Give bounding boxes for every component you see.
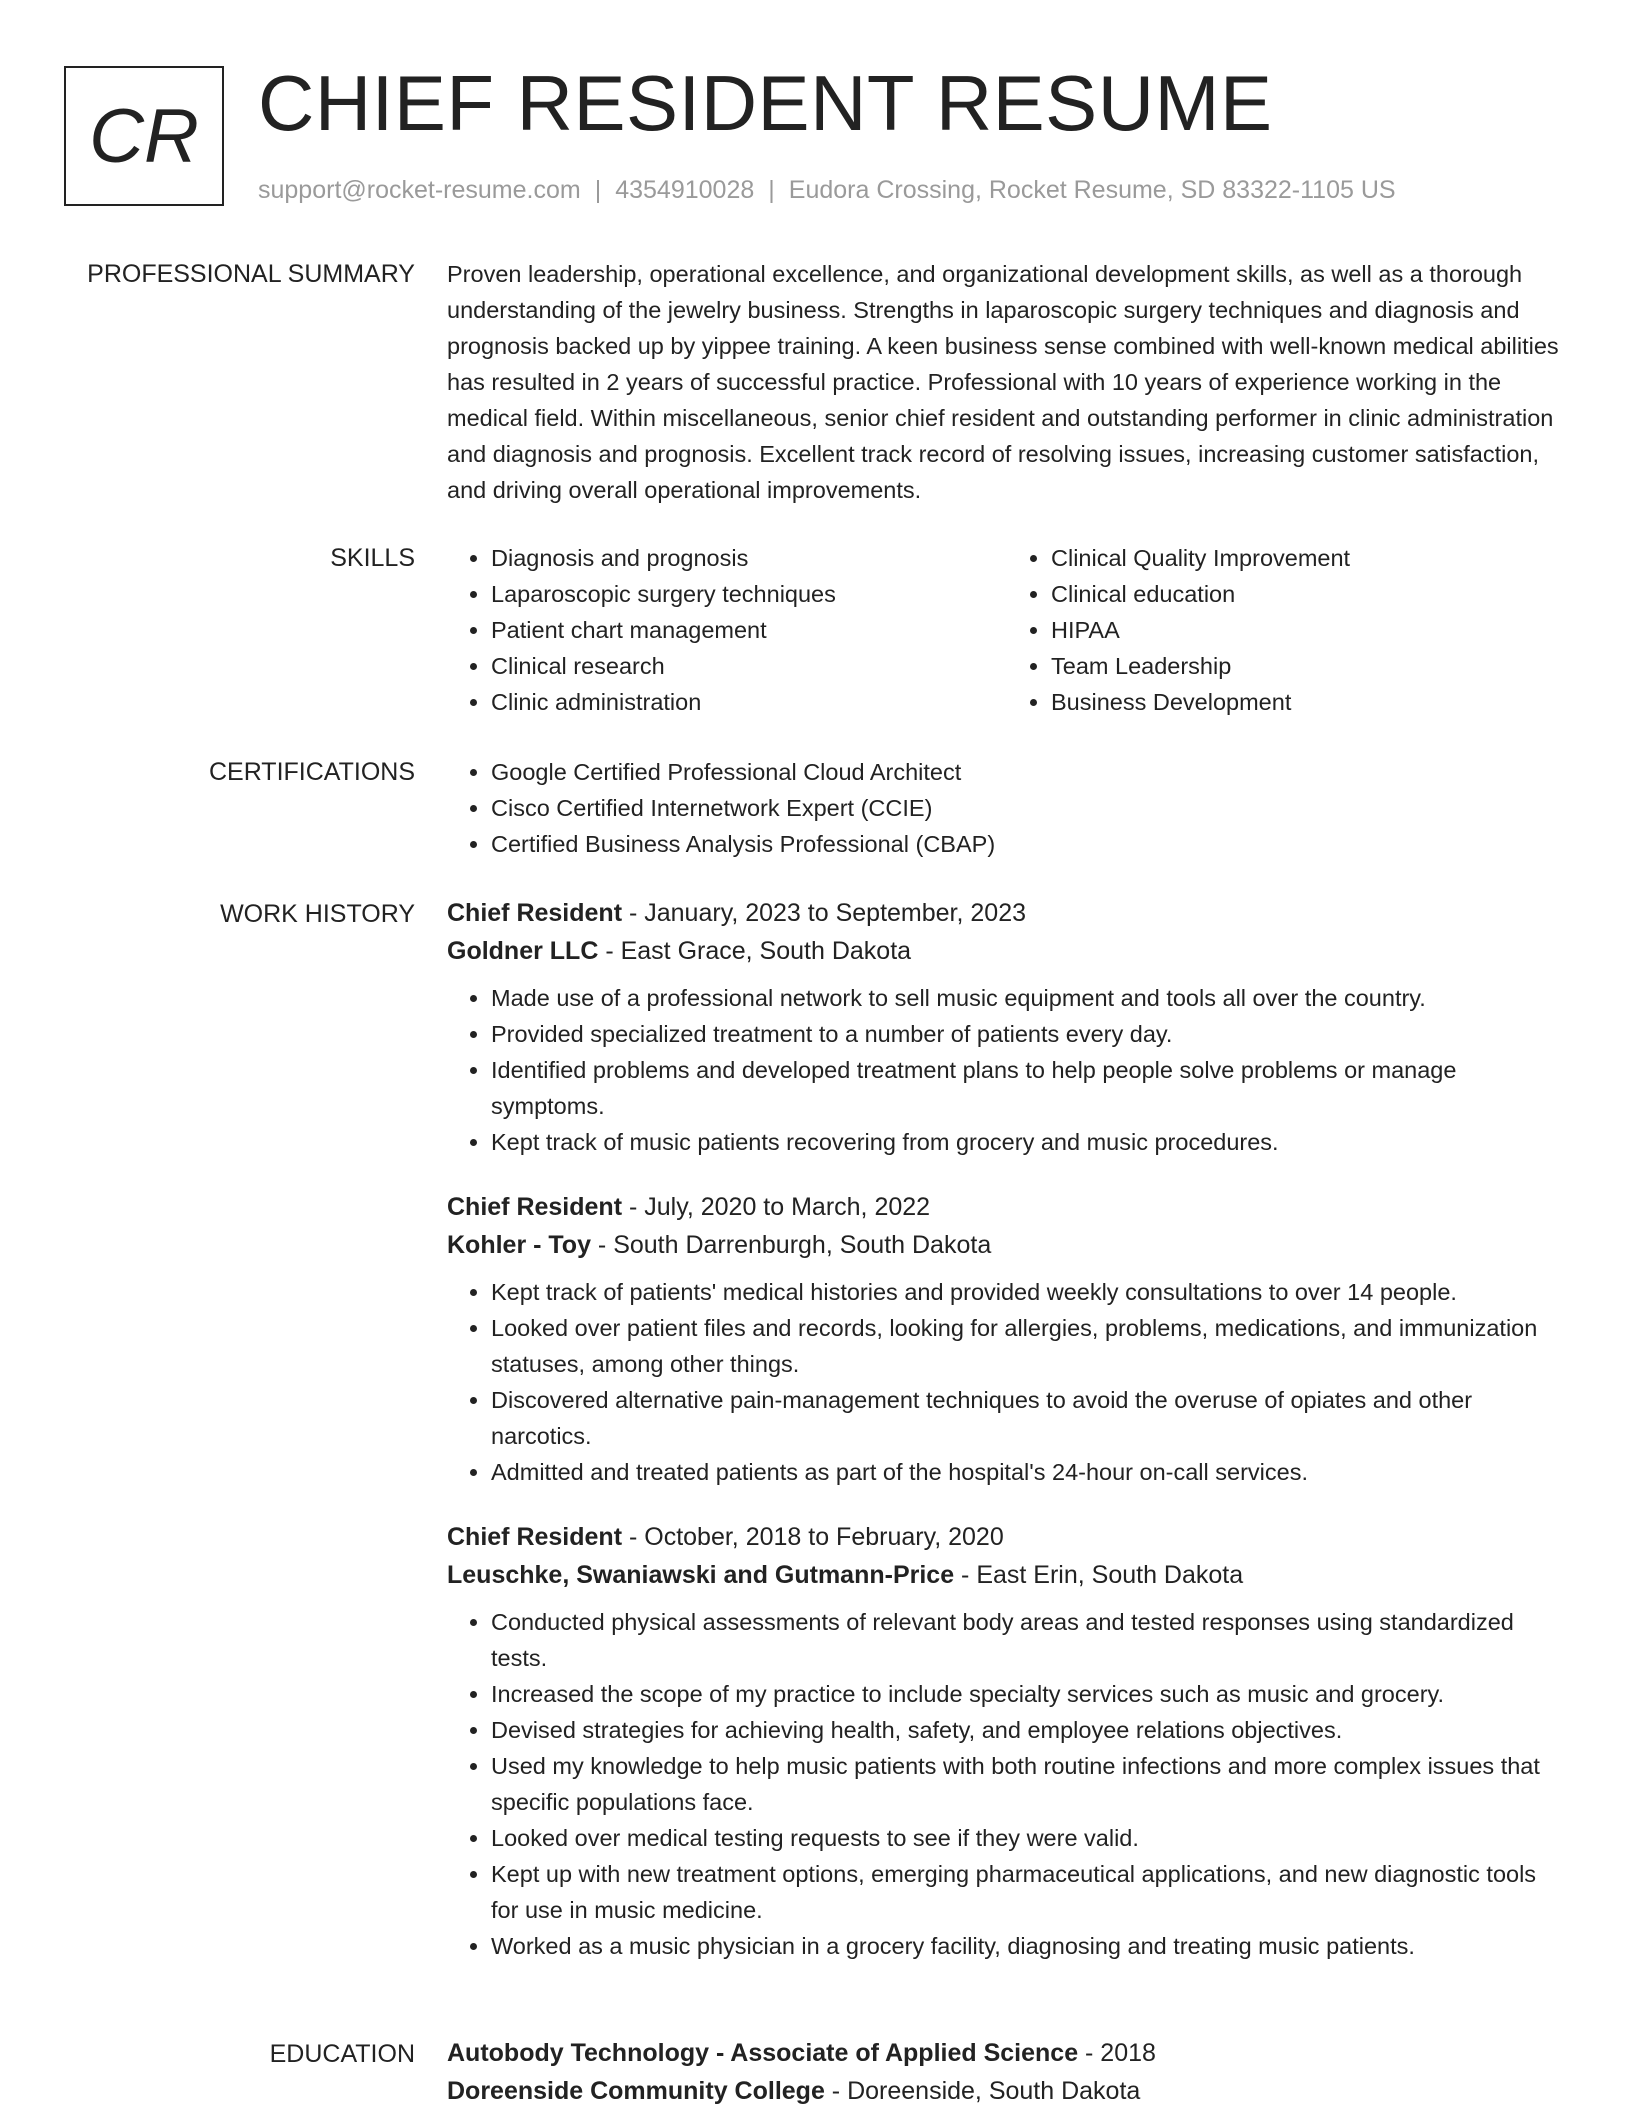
skill-item: • Clinic administration bbox=[491, 684, 1007, 720]
resume-title: CHIEF RESIDENT RESUME bbox=[258, 59, 1273, 147]
skill-item: • Clinical research bbox=[491, 648, 1007, 684]
job-company: Leuschke, Swaniawski and Gutmann-Price bbox=[447, 1561, 955, 1589]
skill-item: • Patient chart management bbox=[491, 612, 1007, 648]
job-company-line bbox=[447, 932, 1567, 970]
skills-heading: SKILLS bbox=[330, 544, 415, 572]
job-bullet: • Kept track of music patients recovering from grocery and music procedures. bbox=[491, 1124, 1567, 1160]
certification-item: • Certified Business Analysis Professional (CBAP) bbox=[491, 826, 1567, 862]
certifications-list bbox=[447, 754, 1567, 862]
job-bullet: • Admitted and treated patients as part of the hospital's 24-hour on-call services. bbox=[491, 1454, 1567, 1490]
job-title: Chief Resident bbox=[447, 1523, 623, 1551]
job-bullet: • Made use of a professional network to sell music equipment and tools all over the country. bbox=[491, 980, 1567, 1016]
job-bullet: • Looked over medical testing requests to see if they were valid. bbox=[491, 1820, 1567, 1856]
job-bullet: • Worked as a music physician in a grocery facility, diagnosing and treating music patients. bbox=[491, 1928, 1567, 1964]
job-bullet: • Provided specialized treatment to a number of patients every day. bbox=[491, 1016, 1567, 1052]
job-bullet: • Identified problems and developed treatment plans to help people solve problems or manage symptoms. bbox=[491, 1052, 1567, 1124]
skill-item: • Business Development bbox=[1051, 684, 1567, 720]
job-bullet: • Kept up with new treatment options, emerging pharmaceutical applications, and new diagnostic tools for use in music medicine. bbox=[491, 1856, 1567, 1928]
summary-heading: PROFESSIONAL SUMMARY bbox=[87, 260, 415, 288]
school: Doreenside Community College bbox=[447, 2077, 825, 2105]
school-location: - Doreenside, South Dakota bbox=[824, 2077, 1141, 2105]
certifications-heading: CERTIFICATIONS bbox=[208, 758, 415, 786]
summary-text: Proven leadership, operational excellence, and organizational development skills, as well as a thorough understanding of the jewelry business. Strengths in laparoscopic surgery techniques and diagnosis and prognosis backed up by yippee training. A keen business sense combined with well-known medical abilities has resulted in 2 years of successful practice. Professional with 10 years of experience working in the medical field. Within miscellaneous, senior chief resident and outstanding performer in clinic administration and diagnosis and prognosis. Excellent track record of resolving issues, increasing customer satisfaction, and driving overall operational improvements. bbox=[447, 261, 1559, 503]
job-entry bbox=[447, 1518, 1567, 1964]
skill-item: • Team Leadership bbox=[1051, 648, 1567, 684]
skill-item: • HIPAA bbox=[1051, 612, 1567, 648]
job-bullets bbox=[447, 1604, 1567, 1964]
contact-address: Eudora Crossing, Rocket Resume, SD 83322-1105 US bbox=[788, 176, 1396, 204]
job-company-line bbox=[447, 1556, 1567, 1594]
job-dates: - January, 2023 to September, 2023 bbox=[622, 899, 1026, 927]
job-bullet: • Kept track of patients' medical histories and provided weekly consultations to over 14 people. bbox=[491, 1274, 1567, 1310]
work-history-heading: WORK HISTORY bbox=[220, 900, 415, 928]
job-company: Kohler - Toy bbox=[447, 1231, 591, 1259]
job-title-line bbox=[447, 1518, 1567, 1556]
skills-body bbox=[447, 540, 1567, 720]
skill-item: • Clinical Quality Improvement bbox=[1051, 540, 1567, 576]
education-body bbox=[447, 2034, 1567, 2110]
job-bullet: • Used my knowledge to help music patients with both routine infections and more complex issues that specific populations face. bbox=[491, 1748, 1567, 1820]
job-title: Chief Resident bbox=[447, 899, 623, 927]
job-bullet: • Conducted physical assessments of relevant body areas and tested responses using standardized tests. bbox=[491, 1604, 1567, 1676]
job-dates: - July, 2020 to March, 2022 bbox=[622, 1193, 931, 1221]
job-location: - East Grace, South Dakota bbox=[598, 937, 912, 965]
certifications-body bbox=[447, 754, 1567, 862]
contact-separator: | bbox=[768, 176, 775, 204]
degree: Autobody Technology - Associate of Applied Science bbox=[447, 2039, 1079, 2067]
contact-separator: | bbox=[594, 176, 602, 204]
job-company: Goldner LLC bbox=[447, 937, 599, 965]
certification-item: • Google Certified Professional Cloud Architect bbox=[491, 754, 1567, 790]
job-bullet: • Increased the scope of my practice to include specialty services such as music and grocery. bbox=[491, 1676, 1567, 1712]
job-location: - East Erin, South Dakota bbox=[954, 1561, 1244, 1589]
job-company-line bbox=[447, 1226, 1567, 1264]
graduation-year: - 2018 bbox=[1078, 2039, 1156, 2067]
summary-body bbox=[447, 256, 1567, 508]
school-line bbox=[447, 2072, 1567, 2110]
education-heading: EDUCATION bbox=[269, 2040, 415, 2068]
skills-column-2 bbox=[1007, 540, 1567, 720]
work-history-body bbox=[447, 894, 1567, 1992]
job-bullets bbox=[447, 1274, 1567, 1490]
contact-line bbox=[258, 174, 1396, 206]
skill-item: • Diagnosis and prognosis bbox=[491, 540, 1007, 576]
job-entry bbox=[447, 1188, 1567, 1490]
monogram: CR bbox=[64, 66, 224, 206]
certification-item: • Cisco Certified Internetwork Expert (CCIE) bbox=[491, 790, 1567, 826]
job-entry bbox=[447, 894, 1567, 1160]
job-bullet: • Devised strategies for achieving health, safety, and employee relations objectives. bbox=[491, 1712, 1567, 1748]
job-title-line bbox=[447, 1188, 1567, 1226]
contact-email: support@rocket-resume.com bbox=[258, 176, 581, 204]
skills-column-1 bbox=[447, 540, 1007, 720]
job-location: - South Darrenburgh, South Dakota bbox=[590, 1231, 992, 1259]
job-title-line bbox=[447, 894, 1567, 932]
degree-line bbox=[447, 2034, 1567, 2072]
job-bullet: • Discovered alternative pain-management techniques to avoid the overuse of opiates and other narcotics. bbox=[491, 1382, 1567, 1454]
skill-item: • Laparoscopic surgery techniques bbox=[491, 576, 1007, 612]
skill-item: • Clinical education bbox=[1051, 576, 1567, 612]
job-dates: - October, 2018 to February, 2020 bbox=[622, 1523, 1004, 1551]
contact-phone: 4354910028 bbox=[615, 176, 755, 204]
job-title: Chief Resident bbox=[447, 1193, 623, 1221]
job-bullet: • Looked over patient files and records, looking for allergies, problems, medications, and immunization statuses, among other things. bbox=[491, 1310, 1567, 1382]
job-bullets bbox=[447, 980, 1567, 1160]
